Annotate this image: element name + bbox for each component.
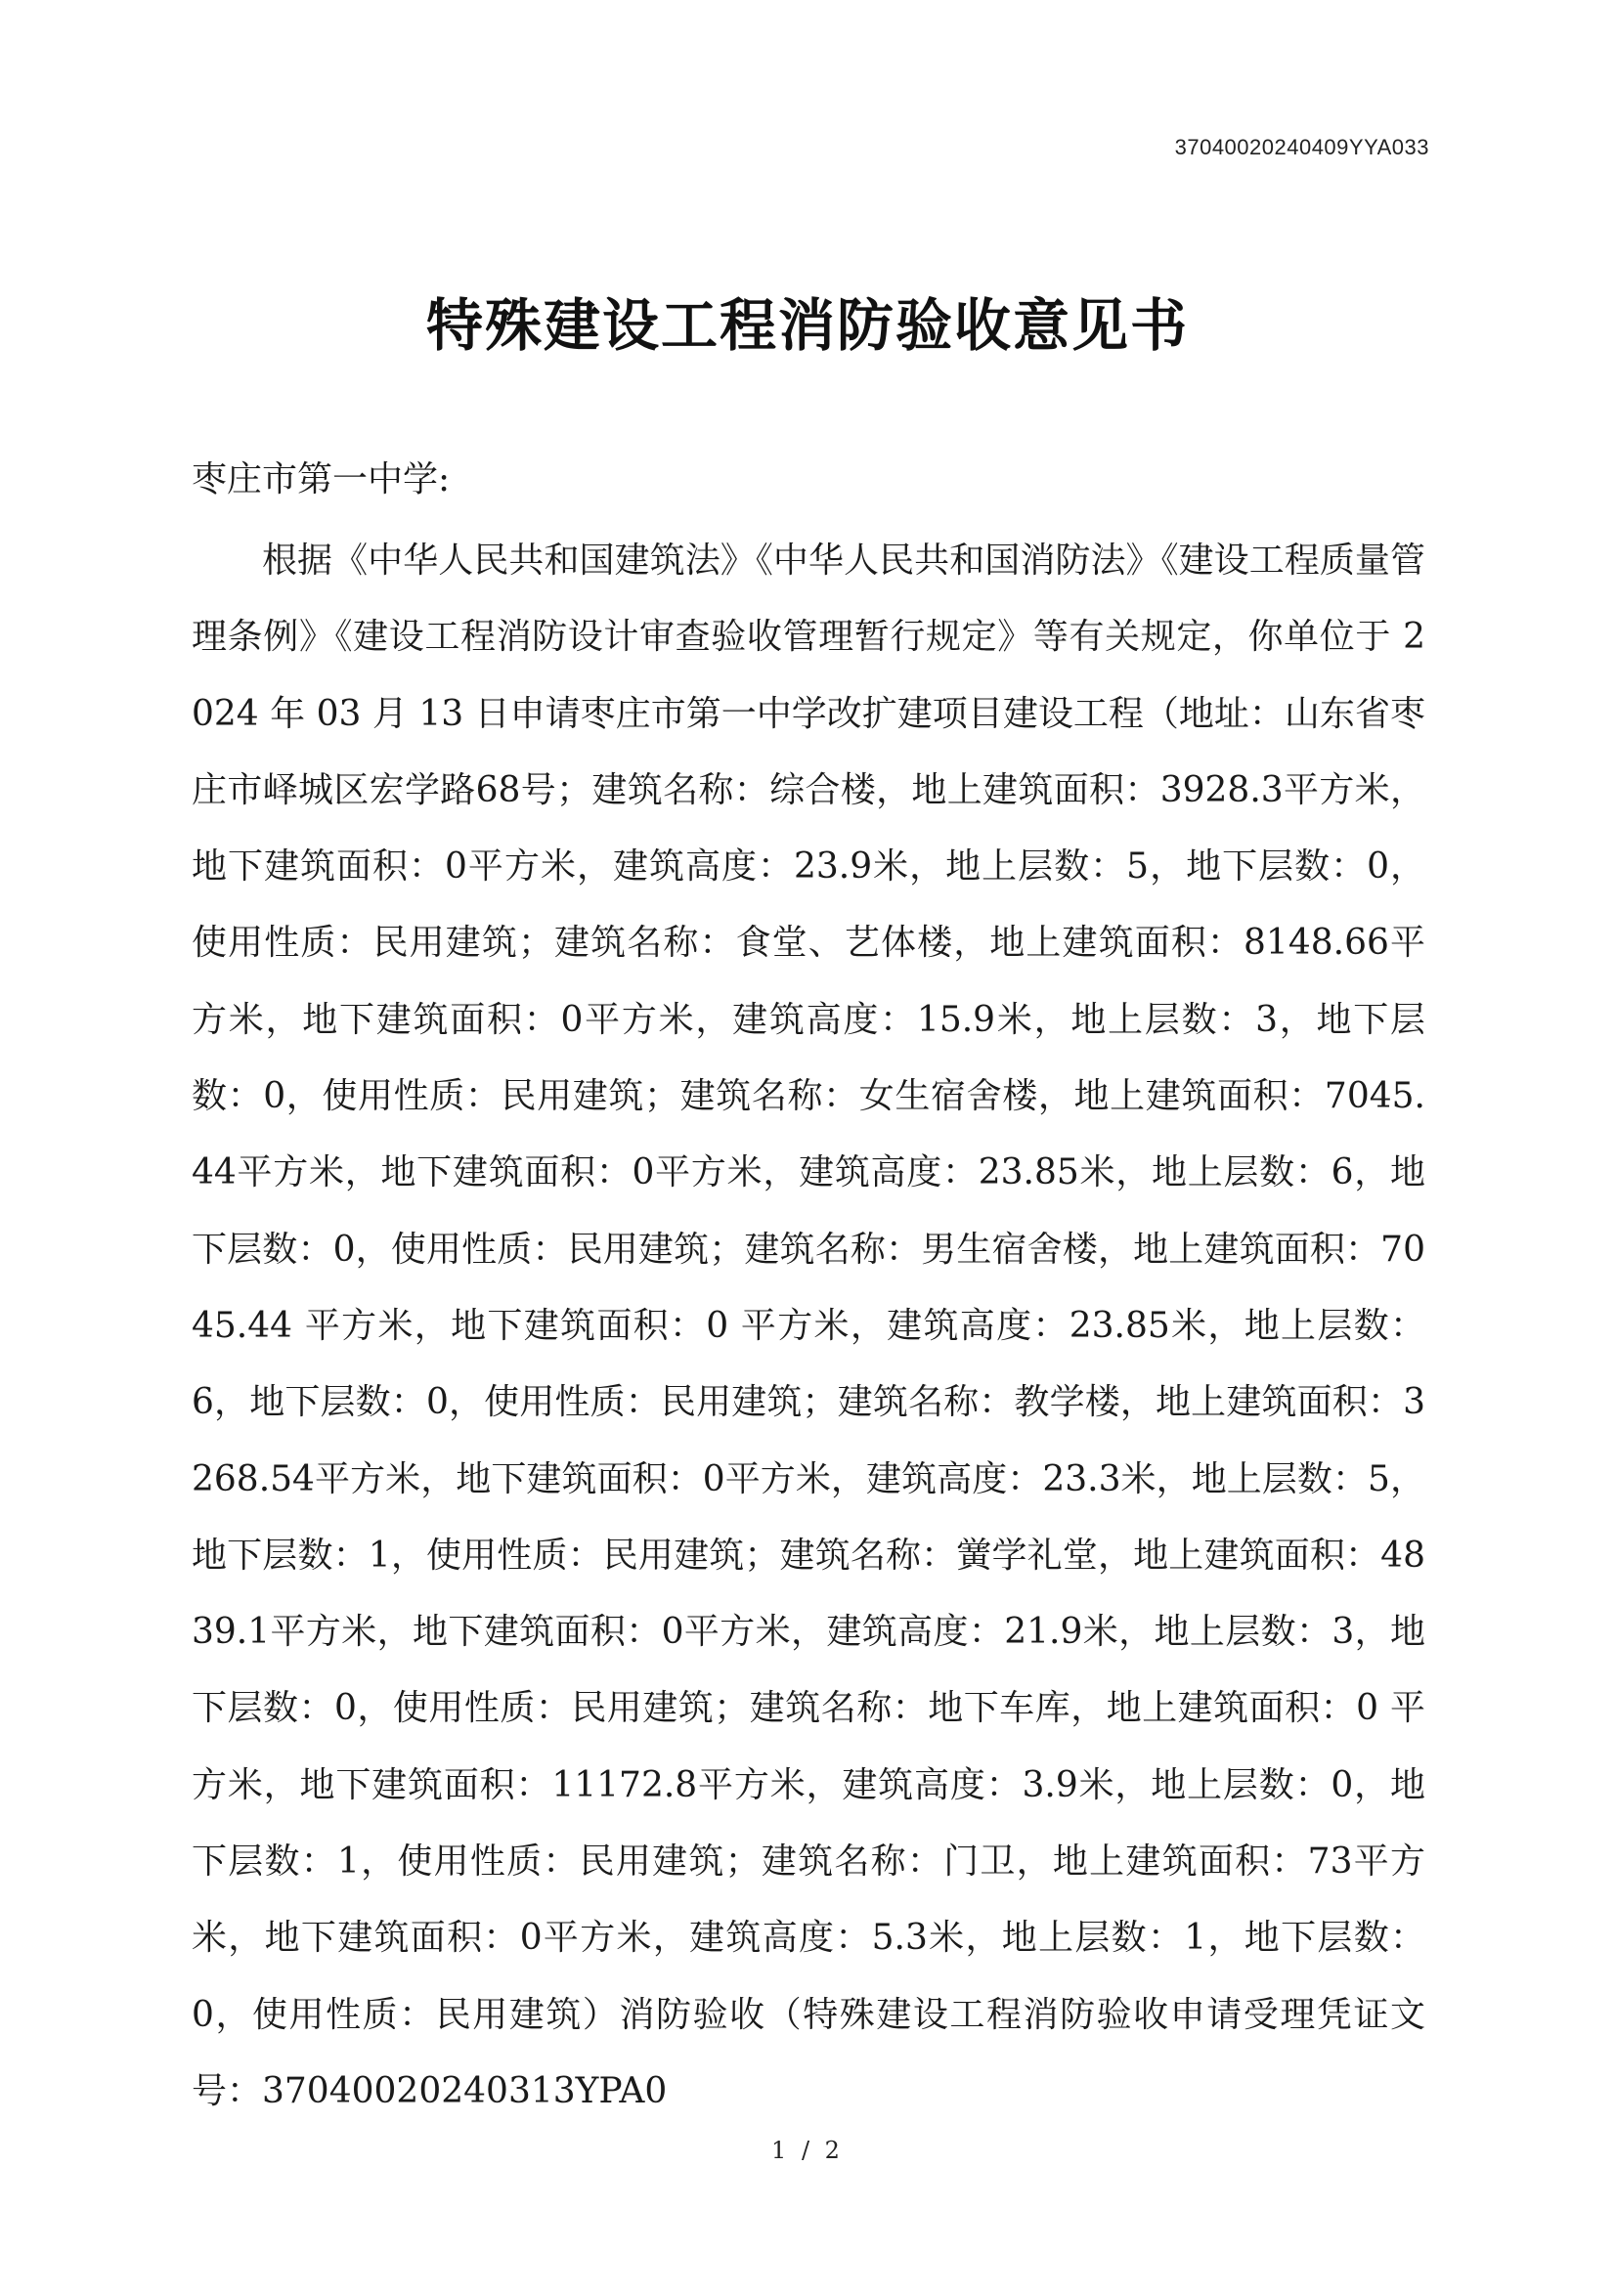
document-number: 37040020240409YYA033 [1174, 135, 1429, 159]
addressee: 枣庄市第一中学: [192, 459, 451, 499]
body-paragraph: 根据《中华人民共和国建筑法》《中华人民共和国消防法》《建设工程质量管理条例》《建设工程消防设计审查验收管理暂行规定》等有关规定，你单位于 2024 年 03 月 13 日申请枣庄市第一中学改扩建项目建设工程（地址：山东省枣庄市峄城区宏学路68号；建筑名称：综合楼，地上建筑面积：3928.3平方米，地下建筑面积：0平方米，建筑高度：23.9米，地上层数：5，地下层数：0，使用性质：民用建筑；建筑名称：食堂、艺体楼，地上建筑面积：8148.66平方米，地下建筑面积：0平方米，建筑高度：15.9米，地上层数：3，地下层数：0，使用性质：民用建筑；建筑名称：女生宿舍楼，地上建筑面积：7045.44平方米，地下建筑面积：0平方米，建筑高度：23.85米，地上层数：6，地下层数：0，使用性质：民用建筑；建筑名称：男生宿舍楼，地上建筑面积：7045.44 平方米，地下建筑面积：0 平方米，建筑高度：23.85米，地上层数：6，地下层数：0，使用性质：民用建筑；建筑名称：教学楼，地上建筑面积：3268.54平方米，地下建筑面积：0平方米，建筑高度：23.3米，地上层数：5，地下层数：1，使用性质：民用建筑；建筑名称：黉学礼堂，地上建筑面积：4839.1平方米，地下建筑面积：0平方米，建筑高度：21.9米，地上层数：3，地下层数：0，使用性质：民用建筑；建筑名称：地下车库，地上建筑面积：0 平方米，地下建筑面积：11172.8平方米，建筑高度：3.9米，地上层数：0，地下层数：1，使用性质：民用建筑；建筑名称：门卫，地上建筑面积：73平方米，地下建筑面积：0平方米，建筑高度：5.3米，地上层数：1，地下层数：0，使用性质：民用建筑）消防验收（特殊建设工程消防验收申请受理凭证文号：37040020240313YPA0 [192, 541, 1425, 2111]
document-title: 特殊建设工程消防验收意见书 [425, 292, 1189, 359]
page-number: 1 / 2 [771, 2137, 844, 2164]
